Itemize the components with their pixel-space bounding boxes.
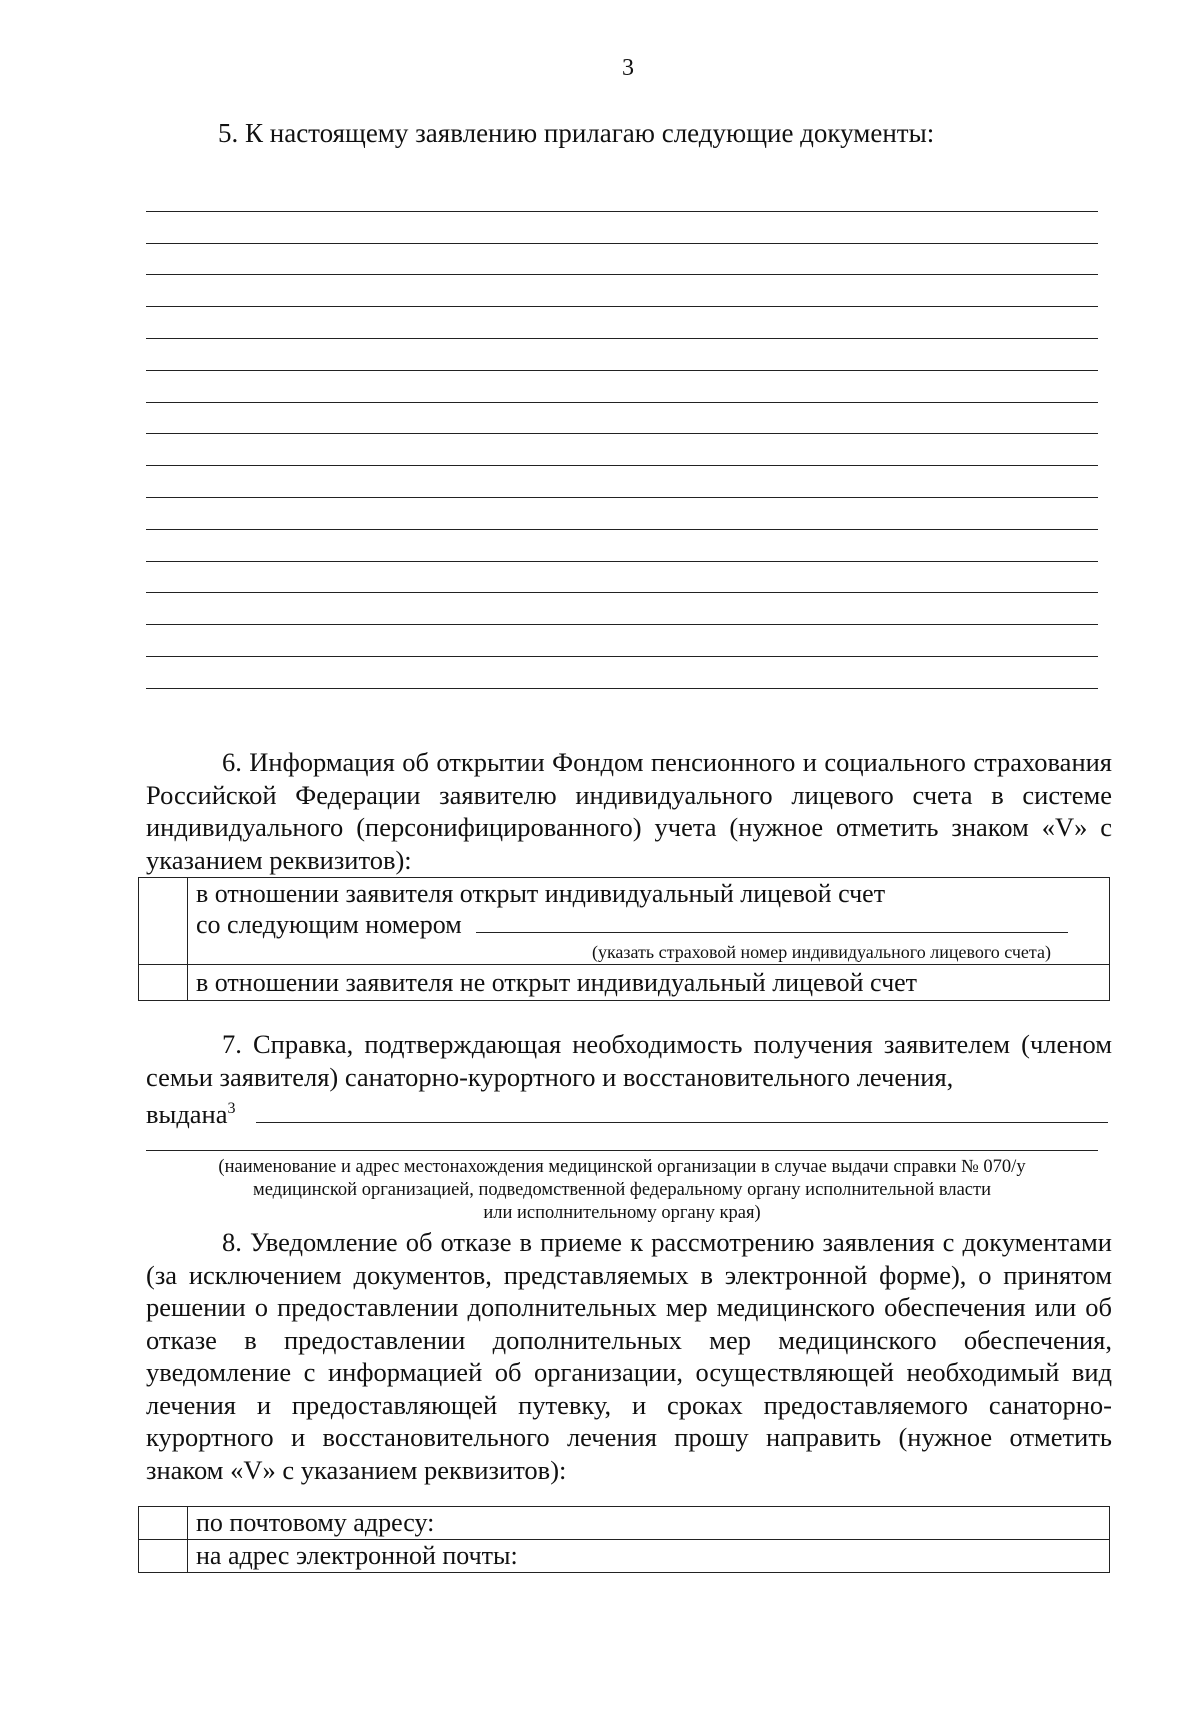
account-number-field[interactable]: [476, 932, 1068, 933]
issued-label: выдана: [146, 1098, 228, 1129]
document-blank-line[interactable]: [146, 657, 1098, 689]
document-blank-line[interactable]: [146, 403, 1098, 435]
attached-documents-lines: [146, 180, 1098, 689]
document-blank-line[interactable]: [146, 593, 1098, 625]
account-opened-checkbox[interactable]: [139, 878, 188, 965]
issued-by-field[interactable]: [256, 1122, 1108, 1123]
section-5-heading: 5. К настоящему заявлению прилагаю следующие документы:: [218, 118, 935, 148]
personal-account-options: [138, 877, 1110, 1001]
account-opened-label: в отношении заявителя открыт индивидуальный лицевой счет: [196, 879, 886, 908]
document-blank-line[interactable]: [146, 498, 1098, 530]
account-number-label: со следующим номером: [196, 910, 462, 939]
document-blank-line[interactable]: [146, 466, 1098, 498]
issued-by-second-line[interactable]: [146, 1150, 1098, 1151]
document-blank-line[interactable]: [146, 180, 1098, 212]
caption-line-3: или исполнительному органу края): [483, 1203, 761, 1223]
document-blank-line[interactable]: [146, 244, 1098, 276]
section-7-paragraph: 7. Справка, подтверждающая необходимость получения заявителем (членом семьи заявителя) санаторно-курортного и восстановительного лечения,: [146, 1029, 1112, 1092]
email-checkbox[interactable]: [139, 1540, 188, 1573]
document-blank-line[interactable]: [146, 339, 1098, 371]
account-opened-option: [188, 878, 1110, 965]
document-blank-line[interactable]: [146, 434, 1098, 466]
email-address-label: на адрес электронной почты:: [188, 1540, 1110, 1573]
page-number: 3: [622, 55, 634, 81]
caption-line-1: (наименование и адрес местонахождения медицинской организации в случае выдачи справки № 070/у: [218, 1157, 1026, 1177]
document-blank-line[interactable]: [146, 371, 1098, 403]
issued-by-caption: [146, 1156, 1098, 1225]
caption-line-2: медицинской организацией, подведомственной федеральному органу исполнительной власти: [252, 1180, 991, 1200]
account-not-opened-label: в отношении заявителя не открыт индивидуальный лицевой счет: [188, 965, 1110, 1001]
document-blank-line[interactable]: [146, 212, 1098, 244]
section-8-paragraph: 8. Уведомление об отказе в приеме к рассмотрению заявления с документами (за исключением документов, представляемых в электронной форме), о принятом решении о предоставлении дополнительных мер медицинского обеспечения или об отказе в предоставлении дополнительных мер медицинского обеспечения, уведомление с информацией об организации, осуществляющей необходимый вид лечения и предоставляющей путевку, и сроках предоставляемого санаторно-курортного и восстановительного лечения прошу направить (нужное отметить знаком «V» с указанием реквизитов):: [146, 1227, 1112, 1485]
document-blank-line[interactable]: [146, 530, 1098, 562]
account-number-hint: (указать страховой номер индивидуального лицевого счета): [591, 942, 1051, 962]
document-blank-line[interactable]: [146, 275, 1098, 307]
postal-address-label: по почтовому адресу:: [188, 1507, 1110, 1540]
postal-checkbox[interactable]: [139, 1507, 188, 1540]
footnote-mark: 3: [227, 1100, 236, 1117]
issued-row: [146, 1093, 1112, 1130]
section-6-paragraph: 6. Информация об открытии Фондом пенсионного и социального страхования Российской Федерации заявителю индивидуального лицевого счета в системе индивидуального (персонифицированного) учета (нужное отметить знаком «V» с указанием реквизитов):: [146, 747, 1112, 875]
notification-options: [138, 1506, 1110, 1573]
document-blank-line[interactable]: [146, 625, 1098, 657]
account-not-opened-checkbox[interactable]: [139, 965, 188, 1001]
document-blank-line[interactable]: [146, 307, 1098, 339]
document-blank-line[interactable]: [146, 562, 1098, 594]
